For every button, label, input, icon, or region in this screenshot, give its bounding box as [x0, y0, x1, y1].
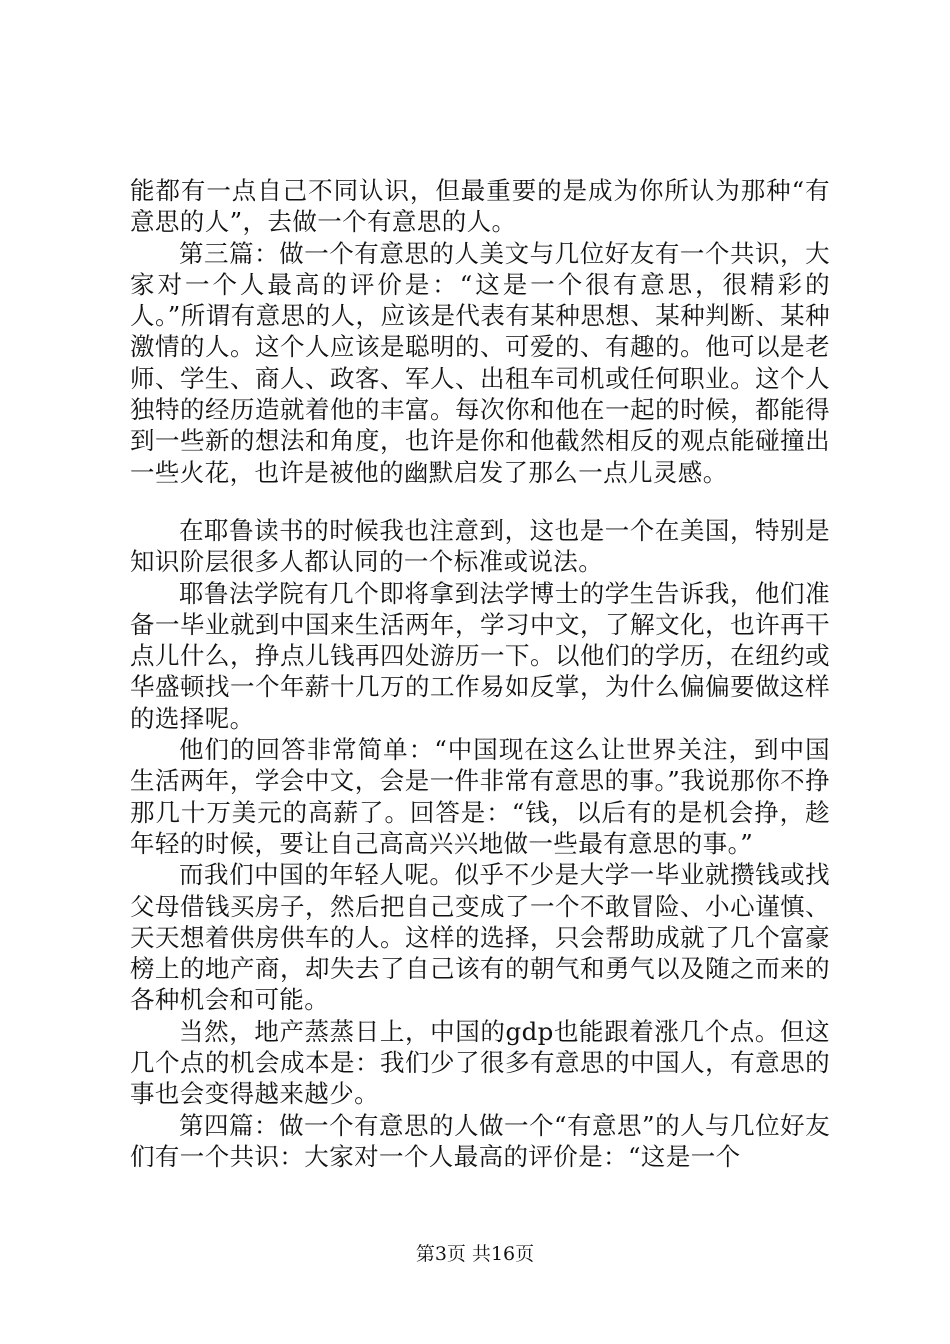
paragraph-yale-reading: 在耶鲁读书的时候我也注意到，这也是一个在美国，特别是知识阶层很多人都认同的一个标准或说法。: [130, 515, 830, 577]
document-body: [130, 175, 830, 1172]
paragraph-yale-law-students: 耶鲁法学院有几个即将拿到法学博士的学生告诉我，他们准备一毕业就到中国来生活两年，学习中文，了解文化，也许再干点儿什么，挣点儿钱再四处游历一下。以他们的学历，在纽约或华盛顿找一个年薪十几万的工作易如反掌，为什么偏偏要做这样的选择呢。: [130, 578, 830, 733]
paragraph-continuation: 能都有一点自己不同认识，但最重要的是成为你所认为那种“有意思的人”，去做一个有意思的人。: [130, 176, 830, 237]
paragraph-gdp: 当然，地产蒸蒸日上，中国的gdp也能跟着涨几个点。但这几个点的机会成本是：我们少了很多有意思的中国人，有意思的事也会变得越来越少。: [130, 1016, 830, 1109]
paragraph-students-answer: 他们的回答非常简单：“中国现在这么让世界关注，到中国生活两年，学会中文，会是一件非常有意思的事。”我说那你不挣那几十万美元的高薪了。回答是：“钱，以后有的是机会挣，趁年轻的时候，要让自己高高兴兴地做一些最有意思的事。”: [130, 735, 830, 858]
paragraph-chapter-four: 第四篇：做一个有意思的人做一个“有意思”的人与几位好友们有一个共识：大家对一个人最高的评价是：“这是一个: [130, 1110, 830, 1171]
paragraph-chapter-three: 第三篇：做一个有意思的人美文与几位好友有一个共识，大家对一个人最高的评价是：“这是一个很有意思，很精彩的人。”所谓有意思的人，应该是代表有某种思想、某种判断、某种激情的人。这个人应该是聪明的、可爱的、有趣的。他可以是老师、学生、商人、政客、军人、出租车司机或任何职业。这个人独特的经历造就着他的丰富。每次你和他在一起的时候，都能得到一些新的想法和角度，也许是你和他截然相反的观点能碰撞出一些火花，也许是被他的幽默启发了那么一点儿灵感。: [130, 238, 830, 487]
paragraph-chinese-youth: 而我们中国的年轻人呢。似乎不少是大学一毕业就攒钱或找父母借钱买房子，然后把自己变成了一个不敢冒险、小心谨慎、天天想着供房供车的人。这样的选择，只会帮助成就了几个富豪榜上的地产商，却失去了自己该有的朝气和勇气以及随之而来的各种机会和可能。: [130, 860, 830, 1015]
page-number-footer: 第3页 共16页: [415, 1243, 535, 1265]
